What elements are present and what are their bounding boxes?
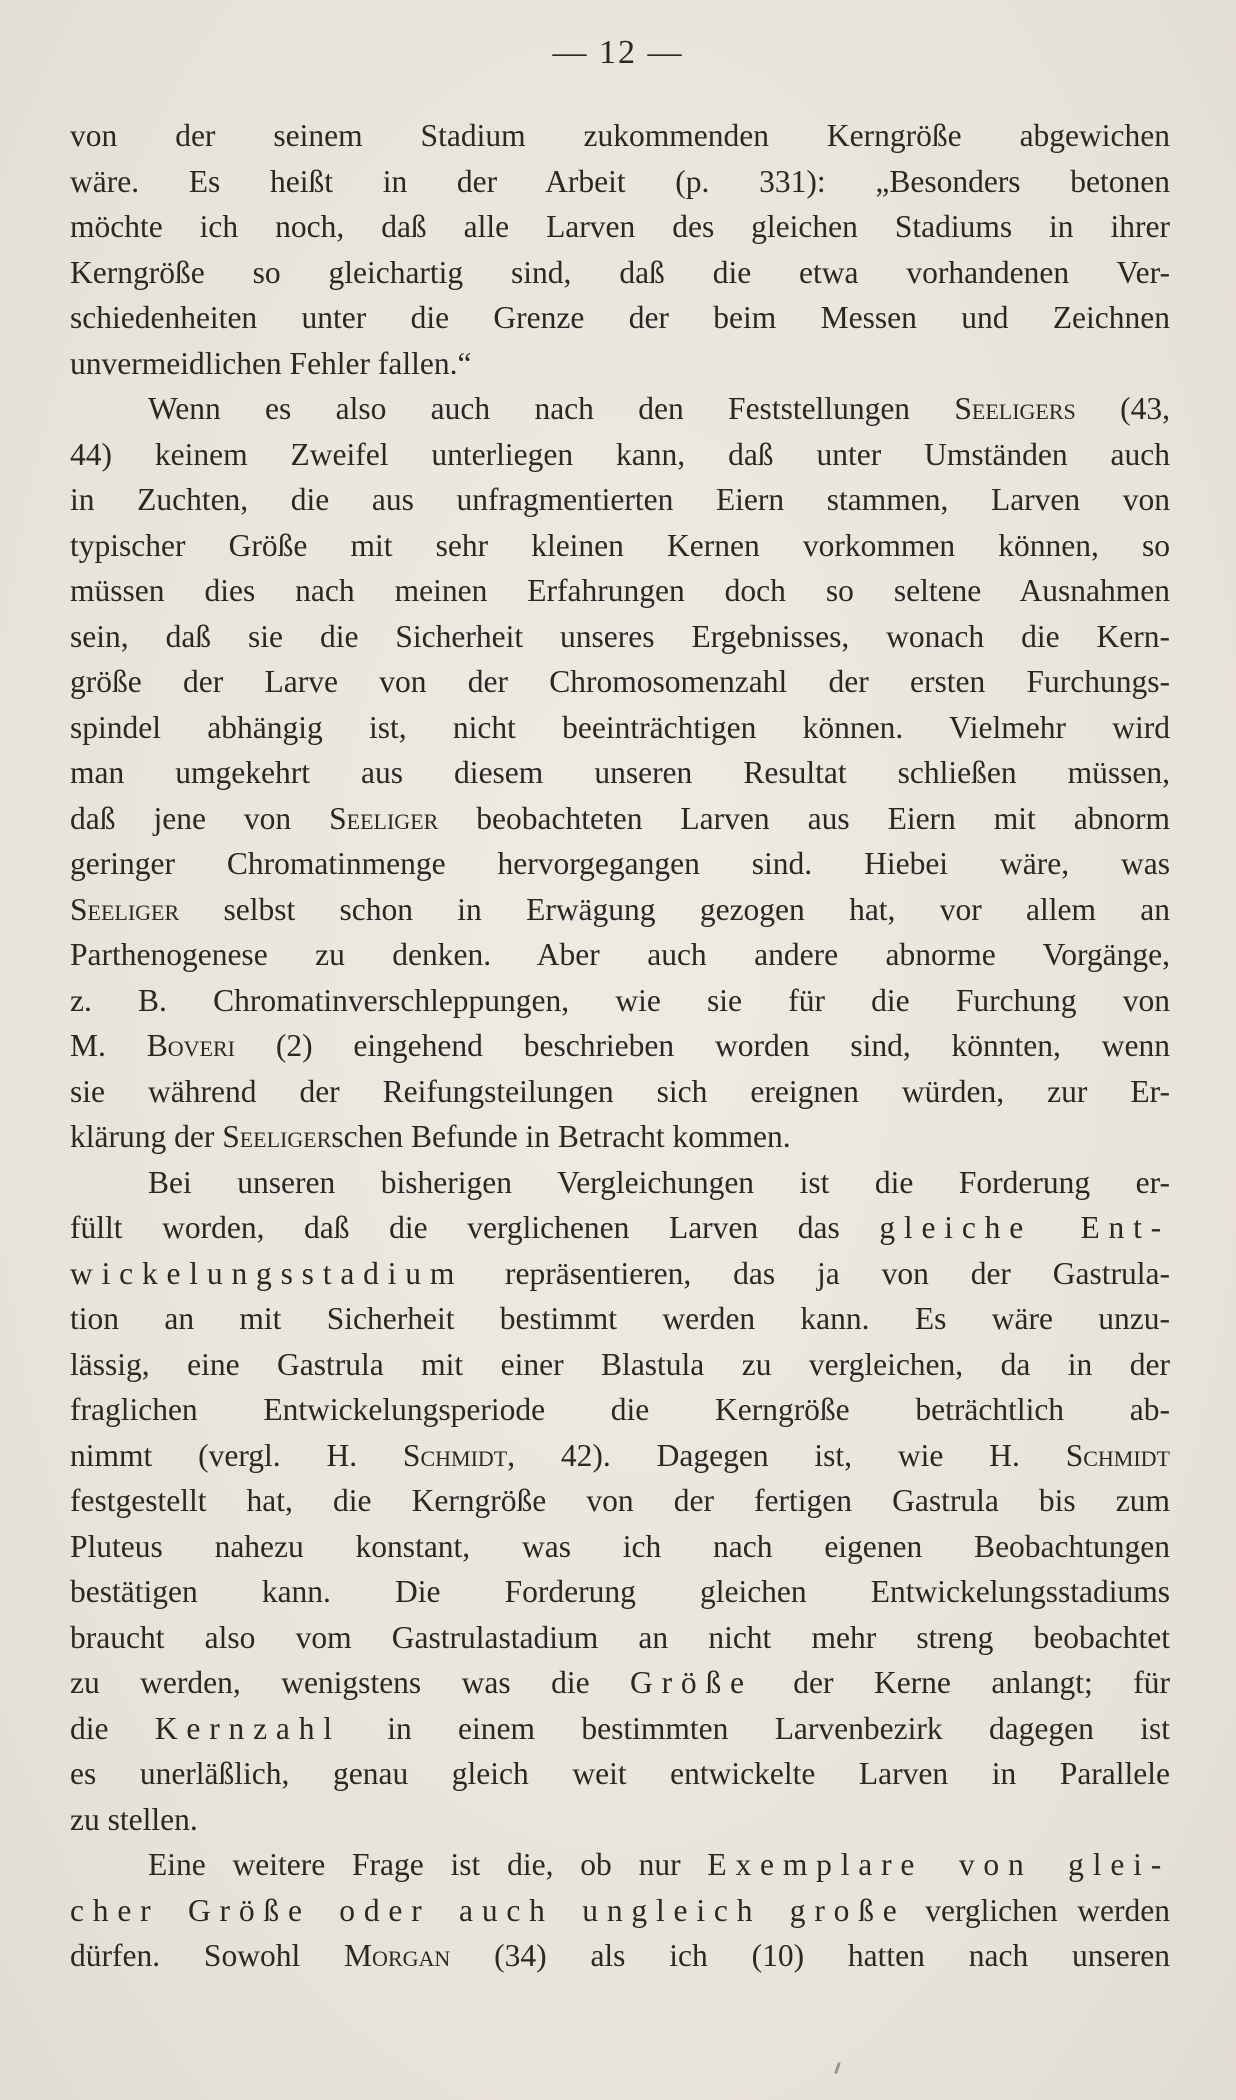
text-line: in Zuchten, die aus unfragmentierten Eiern stammen, Larven von <box>70 482 1170 517</box>
text-line: daß jene von Seeliger beobachteten Larven aus Eiern mit abnorm <box>70 800 1170 836</box>
spaced-emphasis: Exemplare von glei- <box>707 1847 1171 1882</box>
spaced-emphasis: cher Größe oder auch ungleich große <box>70 1892 906 1928</box>
text-line: lässig, eine Gastrula mit einer Blastula zu vergleichen, da in der <box>70 1346 1170 1382</box>
text-line: die Kernzahl in einem bestimmten Larvenbezirk dagegen ist <box>70 1710 1170 1746</box>
page-number: — 12 — <box>552 34 684 71</box>
spaced-emphasis: Größe <box>630 1665 753 1700</box>
spaced-emphasis: Kernzahl <box>154 1710 341 1746</box>
text-line: cher Größe oder auch ungleich große verglichen werden <box>70 1892 1170 1928</box>
spaced-emphasis: gleiche Ent- <box>879 1210 1170 1245</box>
text-line: typischer Größe mit sehr kleinen Kernen vorkommen können, so <box>70 527 1170 563</box>
text-line: bestätigen kann. Die Forderung gleichen Entwickelungsstadiums <box>70 1574 1170 1609</box>
text-line: füllt worden, daß die verglichenen Larven das gleiche Ent- <box>70 1210 1170 1245</box>
text-line: sie während der Reifungsteilungen sich ereignen würden, zur Er- <box>70 1073 1170 1109</box>
body-text <box>70 113 1170 1979</box>
text-line: zu werden, wenigstens was die Größe der Kerne anlangt; für <box>70 1665 1170 1700</box>
text-line: müssen dies nach meinen Erfahrungen doch so seltene Ausnahmen <box>70 573 1170 608</box>
text-line: dürfen. Sowohl Morgan (34) als ich (10) hatten nach unseren <box>70 1938 1170 1973</box>
text-line: spindel abhängig ist, nicht beeinträchtigen können. Vielmehr wird <box>70 709 1170 745</box>
text-line: Parthenogenese zu denken. Aber auch andere abnorme Vorgänge, <box>70 937 1170 972</box>
text-line: tion an mit Sicherheit bestimmt werden kann. Es wäre unzu- <box>70 1301 1170 1336</box>
author-name: Seeliger <box>222 1119 332 1154</box>
text-line: möchte ich noch, daß alle Larven des gleichen Stadiums in ihrer <box>70 209 1170 244</box>
author-name: Seeligers <box>954 391 1076 426</box>
paper-speck <box>834 2062 841 2074</box>
text-line: Seeliger selbst schon in Erwägung gezogen hat, vor allem an <box>70 891 1170 927</box>
text-line: wäre. Es heißt in der Arbeit (p. 331): „Besonders betonen <box>70 163 1170 199</box>
text-line: Wenn es also auch nach den Feststellungen Seeligers (43, <box>148 391 1170 426</box>
text-line: es unerläßlich, genau gleich weit entwickelte Larven in Parallele <box>70 1756 1170 1791</box>
text-line: klärung der Seeligerschen Befunde in Betracht kommen. <box>70 1119 791 1154</box>
text-line: braucht also vom Gastrulastadium an nicht mehr streng beobachtet <box>70 1619 1170 1655</box>
text-line: man umgekehrt aus diesem unseren Resultat schließen müssen, <box>70 755 1170 790</box>
text-line: von der seinem Stadium zukommenden Kerngröße abgewichen <box>70 118 1170 153</box>
author-name: Schmidt <box>402 1437 508 1473</box>
author-name: Schmidt <box>1065 1437 1170 1473</box>
spaced-emphasis: wickelungsstadium <box>70 1255 464 1291</box>
author-name: Boveri <box>146 1028 235 1063</box>
text-line: nimmt (vergl. H. Schmidt, 42). Dagegen ist, wie H. Schmidt <box>70 1437 1170 1473</box>
text-line: Eine weitere Frage ist die, ob nur Exemplare von glei- <box>148 1847 1171 1882</box>
text-line: festgestellt hat, die Kerngröße von der fertigen Gastrula bis zum <box>70 1483 1170 1518</box>
author-name: Seeliger <box>70 891 180 927</box>
text-line: geringer Chromatinmenge hervorgegangen sind. Hiebei wäre, was <box>70 846 1170 881</box>
text-line: Pluteus nahezu konstant, was ich nach eigenen Beobachtungen <box>70 1528 1170 1564</box>
text-line: M. Boveri (2) eingehend beschrieben worden sind, könnten, wenn <box>70 1028 1171 1063</box>
text-line: Bei unseren bisherigen Vergleichungen ist die Forderung er- <box>148 1164 1170 1200</box>
text-line: größe der Larve von der Chromosomenzahl der ersten Furchungs- <box>70 664 1170 699</box>
text-line: unvermeidlichen Fehler fallen.“ <box>70 345 472 381</box>
text-line: zu stellen. <box>70 1801 198 1837</box>
text-line: sein, daß sie die Sicherheit unseres Ergebnisses, wonach die Kern- <box>70 618 1170 654</box>
text-line: z. B. Chromatinverschleppungen, wie sie für die Furchung von <box>70 982 1170 1018</box>
author-name: Seeliger <box>329 800 439 836</box>
author-name: Morgan <box>344 1938 451 1973</box>
text-line: Kerngröße so gleichartig sind, daß die etwa vorhandenen Ver- <box>70 254 1170 290</box>
text-line: wickelungsstadium repräsentieren, das ja von der Gastrula- <box>70 1255 1170 1291</box>
text-line: schiedenheiten unter die Grenze der beim Messen und Zeichnen <box>70 300 1170 335</box>
text-line: fraglichen Entwickelungsperiode die Kerngröße beträchtlich ab- <box>70 1392 1170 1427</box>
text-line: 44) keinem Zweifel unterliegen kann, daß unter Umständen auch <box>70 436 1170 472</box>
